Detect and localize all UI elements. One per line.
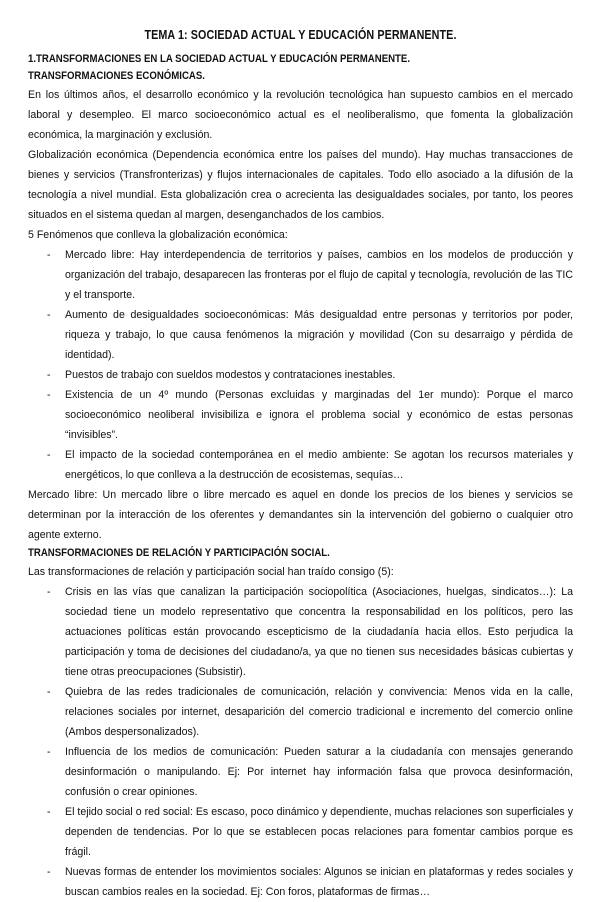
list-item: - Puestos de trabajo con sueldos modestos y contrataciones inestables. <box>28 365 573 385</box>
economic-heading: TRANSFORMACIONES ECONÓMICAS. <box>28 70 205 82</box>
section-heading: 1.TRANSFORMACIONES EN LA SOCIEDAD ACTUAL Y EDUCACIÓN PERMANENTE. <box>28 53 411 65</box>
phenomena-intro: 5 Fenómenos que conlleva la globalización económica: <box>28 229 288 241</box>
list-item: - Mercado libre: Hay interdependencia de territorios y países, cambios en los modelos de producción y organización del trabajo, desaparecen las fronteras por el flujo de capital y tecnología, revolución de las TIC y el transporte. <box>28 245 573 305</box>
social-list <box>28 582 573 902</box>
social-intro: Las transformaciones de relación y participación social han traído consigo (5): <box>28 566 394 578</box>
list-item: - Influencia de los medios de comunicación: Pueden saturar a la ciudadanía con mensajes generando desinformación o manipulando. Ej: Por internet hay información falsa que provoca desinformación, confusión o crear opiniones. <box>28 742 573 802</box>
economic-intro-paragraph: En los últimos años, el desarrollo económico y la revolución tecnológica han supuesto cambios en el mercado laboral y desempleo. El marco socioeconómico actual es el neoliberalismo, que fomenta la globalización económica, la marginación y exclusión. <box>28 89 573 141</box>
document-title: TEMA 1: SOCIEDAD ACTUAL Y EDUCACIÓN PERMANENTE. <box>144 28 457 42</box>
list-item: - El tejido social o red social: Es escaso, poco dinámico y dependiente, muchas relaciones son superficiales y dependen de tendencias. Por lo que se establecen pocas relaciones para fomentar cambios porque es frágil. <box>28 802 573 862</box>
free-market-definition: Mercado libre: Un mercado libre o libre mercado es aquel en donde los precios de los bienes y servicios se determinan por la interacción de los oferentes y demandantes sin la intervención del gobierno o cualquier otro agente externo. <box>28 489 573 541</box>
list-item: - Nuevas formas de entender los movimientos sociales: Algunos se inician en plataformas y redes sociales y buscan cambios reales en la sociedad. Ej: Con foros, plataformas de firmas… <box>28 862 573 902</box>
list-item: - Existencia de un 4º mundo (Personas excluidas y marginadas del 1er mundo): Porque el marco socioeconómico neoliberal invisibiliza e ignora el problema social y económico de estas personas “invisibles”. <box>28 385 573 445</box>
globalization-paragraph: Globalización económica (Dependencia económica entre los países del mundo). Hay muchas transacciones de bienes y servicios (Transfronterizas) y flujos internacionales de capitales. Todo ello asociado a la difusión de la tecnología a nivel mundial. Esta globalización crea o acrecienta las desigualdades sociales, por tanto, los peores situados en el sistema quedan al margen, desenganchados de los cambios. <box>28 149 573 221</box>
list-item: - Crisis en las vías que canalizan la participación sociopolítica (Asociaciones, huelgas, sindicatos…): La sociedad tiene un modelo representativo que concentra la responsabilidad en los políticos, pero las actuaciones políticas están provocando escepticismo de la ciudadanía hacia ellos. Esto perjudica la participación y toma de decisiones del ciudadano/a, ya que no tienen sus necesidades básicas cubiertas y tiene otras preocupaciones (Subsistir). <box>28 582 573 682</box>
list-item: - Quiebra de las redes tradicionales de comunicación, relación y convivencia: Menos vida en la calle, relaciones sociales por internet, desaparición del comercio tradicional e incremento del comercio online (Ambos despersonalizados). <box>28 682 573 742</box>
phenomena-list <box>28 245 573 485</box>
social-heading: TRANSFORMACIONES DE RELACIÓN Y PARTICIPACIÓN SOCIAL. <box>28 547 330 559</box>
list-item: - El impacto de la sociedad contemporánea en el medio ambiente: Se agotan los recursos materiales y energéticos, lo que conlleva a la destrucción de ecosistemas, sequías… <box>28 445 573 485</box>
list-item: - Aumento de desigualdades socioeconómicas: Más desigualdad entre personas y territorios por poder, riqueza y trabajo, lo que causa fenómenos la migración y movilidad (Con su desarraigo y pérdida de identidad). <box>28 305 573 365</box>
